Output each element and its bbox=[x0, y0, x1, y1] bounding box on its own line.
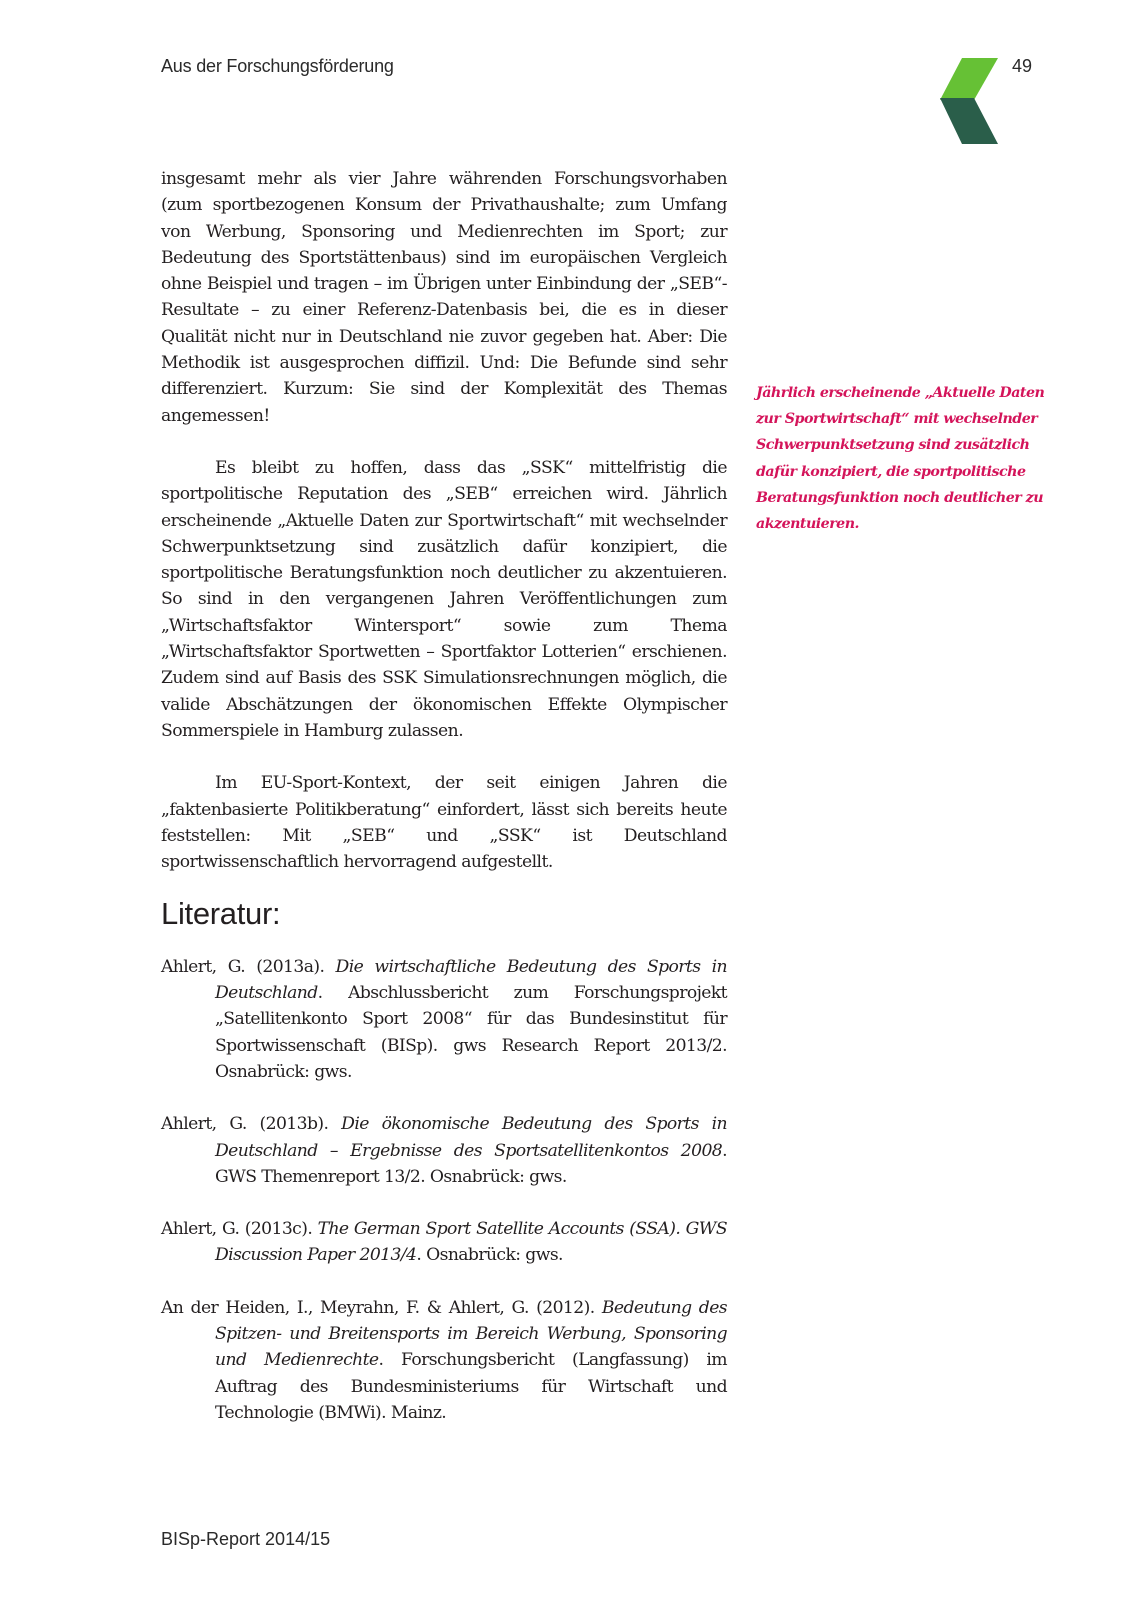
reference-entry bbox=[161, 1295, 727, 1426]
main-text-column bbox=[161, 166, 727, 1452]
margin-pull-quote: Jährlich erscheinende „Aktuelle Daten zur Sportwirtschaft“ mit wechselnder Schwerpunktsetzung sind zusätzlich dafür konzipiert, die sportpolitische Beratungsfunktion noch deutlicher zu akzentuieren. bbox=[756, 385, 1045, 533]
reference-entry bbox=[161, 1216, 727, 1269]
reference-title: The German Sport Satellite Accounts (SSA). GWS Discussion Paper 2013/4 bbox=[215, 1219, 727, 1266]
page-number: 49 bbox=[1012, 56, 1033, 76]
chevron-left-logo-icon bbox=[940, 58, 1000, 144]
body-paragraph: Im EU-Sport-Kontext, der seit einigen Jahren die „faktenbasierte Politikberatung“ einfordert, lässt sich bereits heute feststellen: Mit „SEB“ und „SSK“ ist Deutschland sportwissenschaftlich hervorragend aufgestellt. bbox=[161, 773, 727, 873]
body-paragraph: insgesamt mehr als vier Jahre währenden Forschungsvorhaben (zum sportbezogenen Konsum der Privathaushalte; zum Umfang von Werbung, Sponsoring und Medienrechten im Sport; zur Bedeutung des Sportstättenbaus) sind im europäischen Vergleich ohne Beispiel und tragen – im Übrigen unter Einbindung der „SEB“-Resultate – zu einer Referenz-Datenbasis bei, die es in dieser Qualität nicht nur in Deutschland nie zuvor gegeben hat. Aber: Die Methodik ist ausgesprochen diffizil. Und: Die Befunde sind sehr differenziert. Kurzum: Sie sind der Komplexität des Themas angemessen! bbox=[161, 169, 727, 426]
reference-title: Bedeutung des Spitzen- und Breitensports im Bereich Werbung, Sponsoring und Medienrechte bbox=[215, 1297, 727, 1371]
reference-entry bbox=[161, 1111, 727, 1190]
reference-details: . Osnabrück: gws. bbox=[416, 1245, 563, 1266]
reference-details: . GWS Themenreport 13/2. Osnabrück: gws. bbox=[215, 1140, 727, 1187]
body-paragraph: Es bleibt zu hoffen, dass das „SSK“ mittelfristig die sportpolitische Reputation des „SEB“ erreichen wird. Jährlich erscheinende „Aktuelle Daten zur Sportwirtschaft“ mit wechselnder Schwerpunktsetzung sind zusätzlich dafür konzipiert, die sportpolitische Beratungsfunktion noch deutlicher zu akzentuieren. So sind in den vergangenen Jahren Veröffentlichungen zum „Wirtschaftsfaktor Wintersport“ sowie zum Thema „Wirtschaftsfaktor Sportwetten – Sportfaktor Lotterien“ erschienen. Zudem sind auf Basis des SSK Simulationsrechnungen möglich, die valide Abschätzungen der ökonomischen Effekte Olympischer Sommerspiele in Hamburg zulassen. bbox=[161, 457, 727, 741]
literature-heading: Literatur: bbox=[161, 896, 281, 932]
reference-details: . Abschlussbericht zum Forschungsprojekt „Satellitenkonto Sport 2008“ für das Bundesinstitut für Sportwissenschaft (BISp). gws Research Report 2013/2. Osnabrück: gws. bbox=[215, 983, 727, 1082]
footer-publication: BISp-Report 2014/15 bbox=[161, 1529, 331, 1549]
running-header-title: Aus der Forschungsförderung bbox=[161, 56, 394, 76]
reference-entry bbox=[161, 954, 727, 1085]
reference-details: . Forschungsbericht (Langfassung) im Auftrag des Bundesministeriums für Wirtschaft und Technologie (BMWi). Mainz. bbox=[215, 1350, 727, 1423]
reference-authors: An der Heiden, I., Meyrahn, F. & Ahlert, G. (2012). bbox=[161, 1297, 602, 1318]
reference-authors: Ahlert, G. (2013a). bbox=[161, 956, 336, 977]
reference-authors: Ahlert, G. (2013b). bbox=[161, 1114, 342, 1135]
reference-authors: Ahlert, G. (2013c). bbox=[161, 1219, 318, 1240]
reference-title: Die ökonomische Bedeutung des Sports in Deutschland – Ergebnisse des Sportsatellitenkontos 2008 bbox=[215, 1114, 727, 1161]
reference-title: Die wirtschaftliche Bedeutung des Sports in Deutschland bbox=[215, 956, 727, 1004]
